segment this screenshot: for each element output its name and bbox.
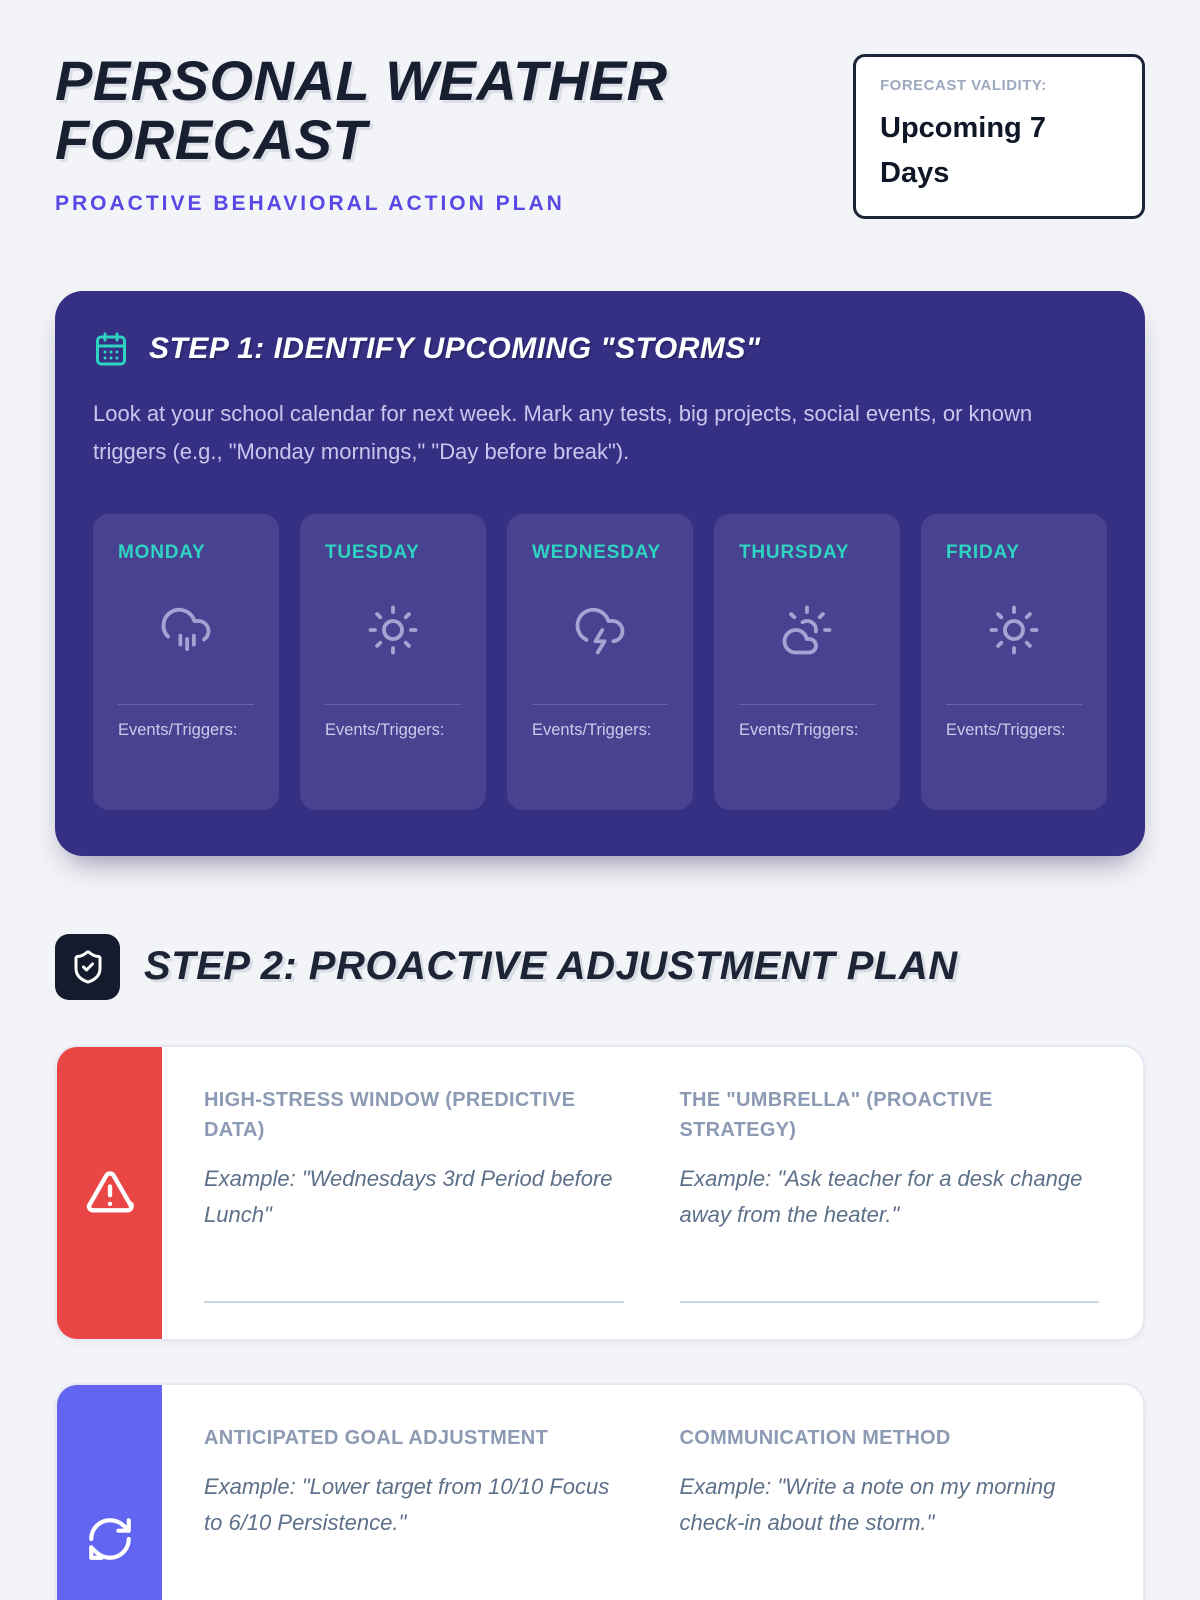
days-grid <box>93 514 1107 810</box>
day-name: TUESDAY <box>325 541 420 563</box>
day-name: MONDAY <box>118 541 206 563</box>
plan-column <box>204 1085 624 1303</box>
sun-icon <box>987 602 1041 658</box>
step1-card <box>55 291 1145 856</box>
step1-description: Look at your school calendar for next week. Mark any tests, big projects, social events, or known triggers (e.g., "Monday mornings," "Day before break"). <box>93 400 1033 465</box>
forecast-validity-box <box>853 54 1145 219</box>
plan-column-heading: ANTICIPATED GOAL ADJUSTMENT <box>204 1426 549 1449</box>
day-card-friday <box>921 514 1107 810</box>
day-card-thursday <box>714 514 900 810</box>
day-divider <box>118 704 254 705</box>
plan-column-example: Example: "Write a note on my morning check-in about the storm." <box>679 1473 1056 1536</box>
plan-column <box>680 1423 1100 1600</box>
sun-icon <box>366 602 420 658</box>
day-name: FRIDAY <box>946 541 1020 563</box>
day-name: THURSDAY <box>739 541 850 563</box>
fill-in-line <box>680 1301 1100 1303</box>
plan-column-heading: HIGH-STRESS WINDOW (PREDICTIVE DATA) <box>204 1088 576 1141</box>
day-events-label: Events/Triggers: <box>118 720 238 739</box>
day-name: WEDNESDAY <box>532 541 661 563</box>
step1-title: STEP 1: IDENTIFY UPCOMING "STORMS" <box>149 331 761 365</box>
plan-card-content <box>162 1047 1143 1339</box>
plan-column-example: Example: "Lower target from 10/10 Focus to 6/10 Persistence." <box>204 1473 610 1536</box>
day-divider <box>739 704 875 705</box>
plan-card-goal-adjustment <box>55 1383 1145 1600</box>
header <box>55 49 1145 219</box>
calendar-icon <box>93 331 129 367</box>
plan-column-heading: THE "UMBRELLA" (PROACTIVE STRATEGY) <box>679 1088 993 1141</box>
day-card-tuesday <box>300 514 486 810</box>
plan-card-high-stress <box>55 1045 1145 1341</box>
day-events-label: Events/Triggers: <box>946 720 1066 739</box>
plan-column-example: Example: "Ask teacher for a desk change away from the heater." <box>679 1165 1083 1228</box>
plan-column-example: Example: "Wednesdays 3rd Period before Lunch" <box>204 1165 613 1228</box>
forecast-validity-value: Upcoming 7 Days <box>880 112 1046 189</box>
cloud-lightning-icon <box>573 602 627 658</box>
day-divider <box>532 704 668 705</box>
plan-column <box>204 1423 624 1600</box>
alert-triangle-icon <box>57 1047 162 1339</box>
refresh-icon <box>57 1385 162 1600</box>
plan-column <box>680 1085 1100 1303</box>
day-events-label: Events/Triggers: <box>325 720 445 739</box>
day-events-label: Events/Triggers: <box>532 720 652 739</box>
header-left <box>55 49 785 216</box>
step2-header <box>55 934 1145 1000</box>
day-card-monday <box>93 514 279 810</box>
page-subtitle: PROACTIVE BEHAVIORAL ACTION PLAN <box>55 191 565 215</box>
cloud-sun-icon <box>780 602 834 658</box>
shield-check-icon <box>55 934 120 1000</box>
day-events-label: Events/Triggers: <box>739 720 859 739</box>
cloud-rain-icon <box>159 602 213 658</box>
step1-header <box>93 331 1107 367</box>
forecast-validity-label: FORECAST VALIDITY: <box>880 77 1047 94</box>
day-divider <box>325 704 461 705</box>
page-title: PERSONAL WEATHER FORECAST <box>55 49 668 171</box>
fill-in-line <box>204 1301 624 1303</box>
step2-title: STEP 2: PROACTIVE ADJUSTMENT PLAN <box>144 944 958 989</box>
day-card-wednesday <box>507 514 693 810</box>
plan-column-heading: COMMUNICATION METHOD <box>679 1426 951 1449</box>
plan-card-content <box>162 1385 1143 1600</box>
day-divider <box>946 704 1082 705</box>
